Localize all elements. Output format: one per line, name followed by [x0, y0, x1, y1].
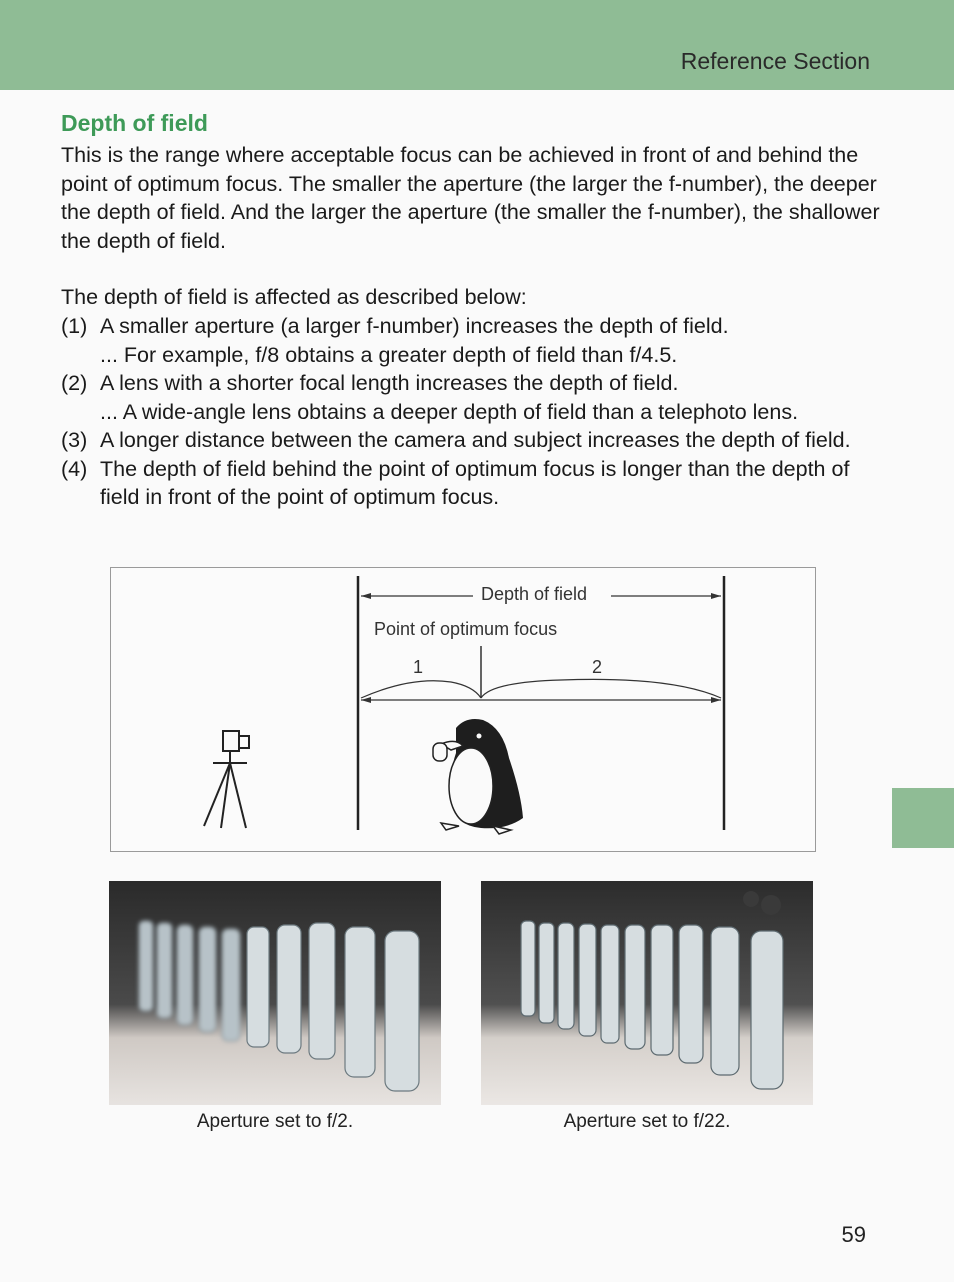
- section-title: Depth of field: [61, 110, 208, 136]
- caption-f22: Aperture set to f/22.: [563, 1111, 731, 1132]
- list-item: [61, 455, 891, 512]
- item-number: (2): [61, 371, 88, 395]
- bottles-photo-f22: [481, 881, 813, 1105]
- lead-sentence: The depth of field is affected as described below:: [61, 285, 527, 309]
- depth-of-field-diagram: [110, 567, 816, 852]
- item-text: A longer distance between the camera and subject increases the depth of field.: [100, 428, 851, 452]
- side-thumb-tab: [892, 788, 954, 848]
- front-depth-label: 1: [413, 657, 424, 677]
- photo-f22: [481, 881, 813, 1105]
- depth-of-field-label: Depth of field: [481, 584, 588, 604]
- item-number: (4): [61, 456, 88, 481]
- penguin-icon: [433, 719, 523, 834]
- back-depth-label: 2: [592, 657, 603, 677]
- optimum-focus-label: Point of optimum focus: [374, 619, 558, 639]
- header-title: Reference Section: [680, 48, 870, 74]
- item-example: ... For example, f/8 obtains a greater depth of field than f/4.5.: [100, 342, 678, 367]
- item-example: ... A wide-angle lens obtains a deeper depth of field than a telephoto lens.: [100, 399, 799, 424]
- intro-paragraph: This is the range where acceptable focus can be achieved in front of and behind the point of optimum focus. The smaller the aperture (the larger the f-number), the deeper the depth of field. And the larger the aperture (the smaller the f-number), the shallower the depth of field.: [61, 143, 880, 253]
- item-text: A lens with a shorter focal length increases the depth of field.: [100, 371, 679, 395]
- diagram-drawing: [111, 568, 815, 851]
- page-number: 59: [841, 1222, 866, 1247]
- item-text: A smaller aperture (a larger f-number) increases the depth of field.: [100, 314, 729, 338]
- list-item: [61, 426, 891, 455]
- list-item: [61, 369, 891, 426]
- list-item: [61, 312, 891, 369]
- item-number: (1): [61, 314, 88, 338]
- photo-f2: [109, 881, 441, 1105]
- item-text: The depth of field behind the point of optimum focus is longer than the depth of field in front of the point of optimum focus.: [100, 456, 850, 509]
- item-number: (3): [61, 428, 88, 452]
- bottles-photo-f2: [109, 881, 441, 1105]
- caption-f2: Aperture set to f/2.: [196, 1111, 354, 1132]
- camera-tripod-icon: [204, 731, 249, 828]
- factor-list: [61, 312, 891, 512]
- header-band: [0, 0, 954, 90]
